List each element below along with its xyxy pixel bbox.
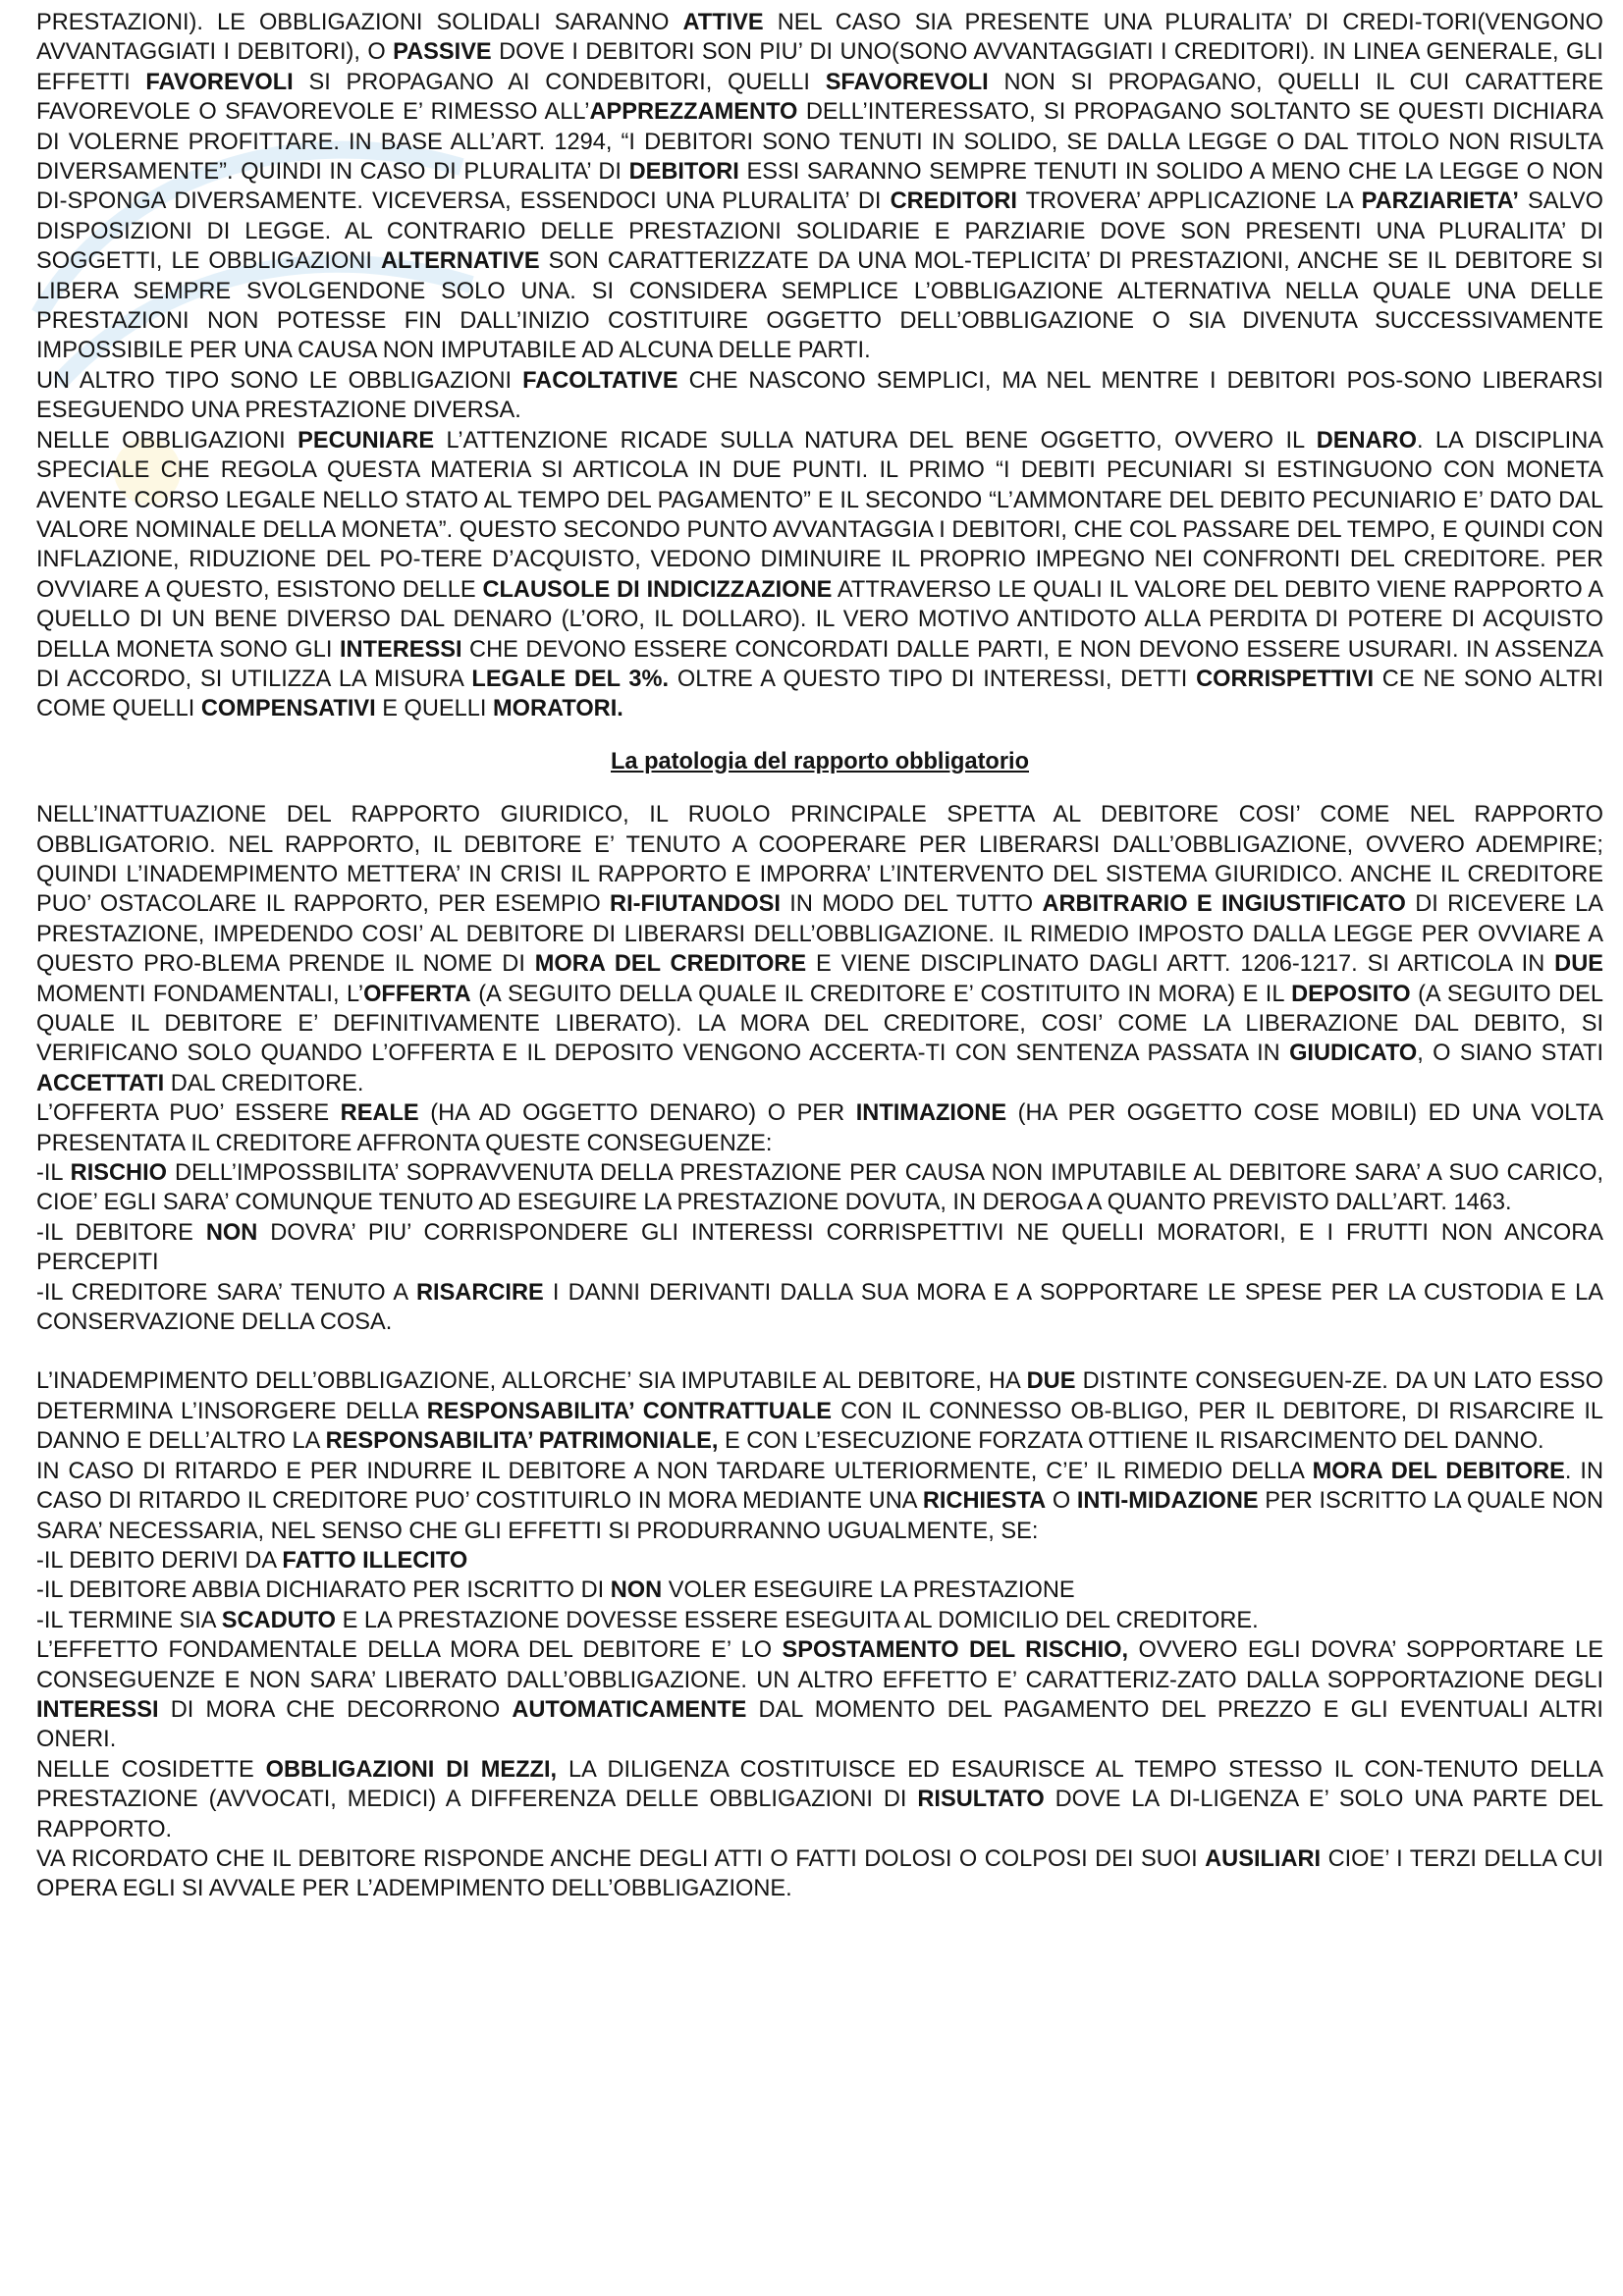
paragraph [36,1278,1603,1338]
bold-term: FACOLTATIVE [522,367,678,394]
text-run: CHE DEVONO ESSERE CONCORDATI DALLE PARTI, E NON DEVONO ESSERE USURARI. IN ASSENZA DI ACCORDO, SI UTILIZZA LA MISURA [36,636,1603,692]
paragraph [36,1755,1603,1844]
text-run: TROVERA’ APPLICAZIONE LA [1016,188,1362,215]
paragraph [36,1635,1603,1755]
paragraph [36,1366,1603,1456]
text-run: , O SIANO STATI [1417,1041,1603,1067]
text-run: SI PROPAGANO AI CONDEBITORI, QUELLI [293,69,826,95]
bold-term: GIUDICATO [1289,1041,1418,1067]
bold-term: SFAVOREVOLI [825,69,989,95]
bold-term: NON [205,1219,258,1246]
text-run: DI RICEVERE LA PRESTAZIONE, IMPEDENDO COSI’ AL DEBITORE DI LIBERARSI DELL’OBBLIGAZIONE. IL RIMEDIO IMPOSTO DALLA LEGGE PER OVVIARE A QUESTO PRO-BLEMA PRENDE IL NOME DI [36,891,1603,978]
bold-term: OBBLIGAZIONI DI MEZZI, [265,1756,558,1783]
text-run: E VIENE DISCIPLINATO DAGLI ARTT. 1206-1217. SI ARTICOLA IN [806,951,1555,978]
bold-term: ACCETTATI [36,1070,165,1096]
text-run: SON CARATTERIZZATE DA UNA MOL-TEPLICITA’ DI PRESTAZIONI, ANCHE SE IL DEBITORE SI LIBERA SEMPRE SVOLGENDONE SOLO UNA. SI CONSIDERA SEMPLICE L’OBBLIGAZIONE ALTERNATIVA NELLA QUALE UNA DELLE PRESTAZIONI NON POTESSE FIN DALL’INIZIO COSTITUIRE OGGETTO DELL’OBBLIGAZIONE O SIA DIVENUTA SUCCESSIVAMENTE IMPOSSIBILE PER UNA CAUSA NON IMPUTABILE AD ALCUNA DELLE PARTI. [36,248,1603,364]
bold-term: DUE [1026,1368,1076,1395]
paragraph [36,800,1603,1098]
bold-term: ALTERNATIVE [380,248,540,275]
text-run: PRESTAZIONI). LE OBBLIGAZIONI SOLIDALI SARANNO [36,10,683,35]
text-run: -IL DEBITO DERIVI DA [36,1547,283,1574]
bold-term: DEBITORI [628,159,739,186]
bold-term: INTERESSI [36,1696,159,1723]
text-run: -IL [36,1160,71,1187]
text-run: L’ATTENZIONE RICADE SULLA NATURA DEL BENE OGGETTO, OVVERO IL [434,427,1317,454]
text-run: NELL’INATTUAZIONE DEL RAPPORTO GIURIDICO, IL RUOLO PRINCIPALE SPETTA AL DEBITORE COSI’ COME NEL RAPPORTO OBBLIGATORIO. NEL RAPPORTO, IL DEBITORE E’ TENUTO A COOPERARE PER LIBERARSI DALL’OBBLIGAZIONE, OVVERO ADEMPIRE; QUINDI L’INADEMPIMENTO METTERA’ IN CRISI IL RAPPORTO E IMPORRA’ L’INTERVENTO DEL SISTEMA GIURIDICO. ANCHE IL CREDITORE PUO’ OSTACOLARE IL RAPPORTO, PER ESEMPIO [36,802,1603,918]
text-run: MOMENTI FONDAMENTALI, L’ [36,981,364,1007]
text-run: E LA PRESTAZIONE DOVESSE ESSERE ESEGUITA AL DOMICILIO DEL CREDITORE. [336,1607,1259,1633]
bold-term: DENARO [1316,427,1417,454]
bold-term: DEPOSITO [1291,981,1411,1007]
bold-term: REALE [340,1100,419,1127]
text-run: ATTRAVERSO LE QUALI IL VALORE DEL DEBITO VIENE RAPPORTO A QUELLO DI UN BENE DIVERSO DAL DENARO (L’ORO, IL DOLLARO). IL VERO MOTIVO ANTIDOTO ALLA PERDITA DI POTERE DI ACQUISTO DELLA MONETA SONO GLI [36,576,1603,663]
bold-term: PASSIVE [393,39,492,66]
bold-term: CREDITORI [890,188,1017,215]
bold-term: PARZIARIETA’ [1361,188,1519,215]
paragraph [36,366,1603,426]
document-page [36,8,1603,1904]
text-run: DAL CREDITORE. [164,1070,364,1096]
bold-term: RESPONSABILITA’ PATRIMONIALE, [325,1428,719,1455]
text-run: DI MORA CHE DECORRONO [158,1696,513,1723]
text-run: E QUELLI [375,696,494,722]
section-patologia [36,800,1603,1337]
bold-term: RISARCIRE [415,1279,544,1306]
bold-term: INTI-MIDAZIONE [1076,1488,1259,1515]
text-run: DOVE LA DI-LIGENZA E’ SOLO UNA PARTE DEL RAPPORTO. [36,1787,1603,1842]
paragraph [36,1218,1603,1278]
bold-term: INTERESSI [339,636,462,663]
text-run: LA DILIGENZA COSTITUISCE ED ESAURISCE AL TEMPO STESSO IL CON-TENUTO DELLA PRESTAZIONE (AVVOCATI, MEDICI) A DIFFERENZA DELLE OBBLIGAZIONI DI [36,1756,1604,1813]
text-run: L’OFFERTA PUO’ ESSERE [36,1100,341,1127]
bold-term: AUTOMATICAMENTE [512,1696,747,1723]
paragraph [36,1844,1603,1904]
text-run: IN MODO DEL TUTTO [780,891,1043,918]
paragraph-gap [36,1337,1603,1366]
text-run: UN ALTRO TIPO SONO LE OBBLIGAZIONI [36,367,523,394]
text-run: OVVERO EGLI DOVRA’ SOPPORTARE LE CONSEGUENZE E NON SARA’ LIBERATO DALL’OBBLIGAZIONE. UN ALTRO EFFETTO E’ CARATTERIZ-ZATO DALLA SOPPORTAZIONE DEGLI [36,1637,1603,1693]
text-run: DAL MOMENTO DEL PAGAMENTO DEL PREZZO E GLI EVENTUALI ALTRI ONERI. [36,1696,1603,1753]
bold-term: RI-FIUTANDOSI [610,891,781,918]
bold-term: NON [610,1577,663,1604]
text-run: CON IL CONNESSO OB-BLIGO, PER IL DEBITORE, DI RISARCIRE IL DANNO E DELL’ALTRO LA [36,1398,1603,1455]
text-run: NON SI PROPAGANO, QUELLI IL CUI CARATTERE FAVOREVOLE O SFAVOREVOLE E’ RIMESSO ALL’ [36,69,1603,126]
bold-term: SCADUTO [221,1607,337,1633]
section-heading: La patologia del rapporto obbligatorio [611,748,1029,774]
text-run: ESSI SARANNO SEMPRE TENUTI IN SOLIDO A MENO CHE LA LEGGE O NON DI-SPONGA DIVERSAMENTE. VICEVERSA, ESSENDOCI UNA PLURALITA’ DI [36,159,1604,215]
text-run: DELL’IMPOSSBILITA’ SOPRAVVENUTA DELLA PRESTAZIONE PER CAUSA NON IMPUTABILE AL DEBITORE SARA’ A SUO CARICO, CIOE’ EGLI SARA’ COMUNQUE TENUTO AD ESEGUIRE LA PRESTAZIONE DOVUTA, IN DEROGA A QUANTO PREVISTO DALL’ART. 1463. [36,1160,1603,1216]
bold-term: ATTIVE [682,10,764,35]
paragraph [36,8,1603,366]
bold-term: MORA DEL DEBITORE [1312,1458,1565,1484]
text-run: (A SEGUITO DEL QUALE IL DEBITORE E’ DEFINITIVAMENTE LIBERATO). LA MORA DEL CREDITORE, COSI’ COME LA LIBERAZIONE DAL DEBITO, SI VERIFICANO SOLO QUANDO L’OFFERTA E IL DEPOSITO VENGONO ACCERTA-TI CON SENTENZA PASSATA IN [36,981,1603,1067]
paragraph [36,1158,1603,1218]
text-run: CE NE SONO ALTRI COME QUELLI [36,666,1603,722]
text-run: I DANNI DERIVANTI DALLA SUA MORA E A SOPPORTARE LE SPESE PER LA CUSTODIA E LA CONSERVAZIONE DELLA COSA. [36,1279,1603,1336]
text-run: PER ISCRITTO LA QUALE NON SARA’ NECESSARIA, NEL SENSO CHE GLI EFFETTI SI PRODURRANNO UGUALMENTE, SE: [36,1488,1604,1544]
text-run: (A SEGUITO DELLA QUALE IL CREDITORE E’ COSTITUITO IN MORA) E IL [470,981,1292,1007]
bold-term: RISULTATO [917,1787,1045,1813]
text-run: DISTINTE CONSEGUEN-ZE. DA UN LATO ESSO DETERMINA L’INSORGERE DELLA [36,1368,1603,1424]
bold-term: INTIMAZIONE [855,1100,1007,1127]
paragraph [36,1546,1603,1575]
text-run: (HA AD OGGETTO DENARO) O PER [418,1100,856,1127]
bold-term: MORATORI. [493,696,623,722]
paragraph [36,1098,1603,1158]
bold-term: OFFERTA [363,981,471,1007]
bold-term: FATTO ILLECITO [282,1547,468,1574]
text-run: . LA DISCIPLINA SPECIALE CHE REGOLA QUESTA MATERIA SI ARTICOLA IN DUE PUNTI. IL PRIMO “I DEBITI PECUNIARI SI ESTINGUONO CON MONETA AVENTE CORSO LEGALE NELLO STATO AL TEMPO DEL PAGAMENTO” E IL SECONDO “L’AMMONTARE DEL DEBITO PECUNIARIO E’ DATO DAL VALORE NOMINALE DELLA MONETA”. QUESTO SECONDO PUNTO AVVANTAGGIA I DEBITORI, CHE COL PASSARE DEL TEMPO, E QUINDI CON INFLAZIONE, RIDUZIONE DEL PO-TERE D’ACQUISTO, VEDONO DIMINUIRE IL PROPRIO IMPEGNO NEI CONFRONTI DEL CREDITORE. PER OVVIARE A QUESTO, ESISTONO DELLE [36,427,1604,603]
text-run: IN CASO DI RITARDO E PER INDURRE IL DEBITORE A NON TARDARE ULTERIORMENTE, C’E’ IL RIMEDIO DELLA [36,1458,1313,1484]
text-run: NELLE COSIDETTE [36,1756,266,1783]
text-run: L’EFFETTO FONDAMENTALE DELLA MORA DEL DEBITORE E’ LO [36,1637,783,1664]
text-run: -IL DEBITORE ABBIA DICHIARATO PER ISCRITTO DI [36,1577,611,1604]
bold-term: APPREZZAMENTO [589,99,798,126]
paragraph [36,1575,1603,1605]
bold-term: ARBITRARIO E INGIUSTIFICATO [1042,891,1406,918]
bold-term: PECUNIARE [298,427,435,454]
bold-term: FAVOREVOLI [145,69,294,95]
paragraph [36,426,1603,724]
text-run: E CON L’ESECUZIONE FORZATA OTTIENE IL RISARCIMENTO DEL DANNO. [718,1428,1544,1455]
bold-term: AUSILIARI [1205,1845,1322,1872]
text-run: DOVE I DEBITORI SON PIU’ DI UNO(SONO AVVANTAGGIATI I CREDITORI). IN LINEA GENERALE, GLI EFFETTI [36,39,1603,95]
text-run: -IL TERMINE SIA [36,1607,222,1633]
text-run: NEL CASO SIA PRESENTE UNA PLURALITA’ DI CREDI-TORI(VENGONO AVVANTAGGIATI I DEBITORI), O [36,10,1603,66]
paragraph [36,1606,1603,1635]
text-run: DOVRA’ PIU’ CORRISPONDERE GLI INTERESSI CORRISPETTIVI NE QUELLI MORATORI, E I FRUTTI NON ANCORA PERCEPITI [36,1219,1603,1276]
text-run: -IL DEBITORE [36,1219,206,1246]
text-run: DELL’INTERESSATO, SI PROPAGANO SOLTANTO SE QUESTI DICHIARA DI VOLERNE PROFITTARE. IN BASE ALL’ART. 1294, “I DEBITORI SONO TENUTI IN SOLIDO, SE DALLA LEGGE O DAL TITOLO NON RISULTA DIVERSAMENTE”. QUINDI IN CASO DI PLURALITA’ DI [36,99,1603,186]
paragraph [36,1457,1603,1546]
text-run: . IN CASO DI RITARDO IL CREDITORE PUO’ COSTITUIRLO IN MORA MEDIANTE UNA [36,1458,1603,1515]
text-run: O [1046,1488,1077,1515]
bold-term: DUE [1554,951,1603,978]
text-run: CIOE’ I TERZI DELLA CUI OPERA EGLI SI AVVALE PER L’ADEMPIMENTO DELL’OBBLIGAZIONE. [36,1845,1603,1902]
bold-term: CORRISPETTIVI [1196,666,1375,692]
bold-term: LEGALE DEL 3%. [471,666,670,692]
text-run: (HA PER OGGETTO COSE MOBILI) ED UNA VOLTA PRESENTATA IL CREDITORE AFFRONTA QUESTE CONSEGUENZE: [36,1100,1603,1156]
bold-term: RISCHIO [70,1160,167,1187]
bold-term: RESPONSABILITA’ CONTRATTUALE [426,1398,832,1424]
text-run: -IL CREDITORE SARA’ TENUTO A [36,1279,416,1306]
text-run: CHE NASCONO SEMPLICI, MA NEL MENTRE I DEBITORI POS-SONO LIBERARSI ESEGUENDO UNA PRESTAZIONE DIVERSA. [36,367,1603,424]
bold-term: RICHIESTA [922,1488,1047,1515]
text-run: NELLE OBBLIGAZIONI [36,427,298,454]
bold-term: MORA DEL CREDITORE [534,951,807,978]
text-run: VOLER ESEGUIRE LA PRESTAZIONE [662,1577,1075,1604]
section-inadempimento [36,1366,1603,1903]
bold-term: CLAUSOLE DI INDICIZZAZIONE [482,576,833,603]
text-run: OLTRE A QUESTO TIPO DI INTERESSI, DETTI [669,666,1197,692]
text-run: VA RICORDATO CHE IL DEBITORE RISPONDE ANCHE DEGLI ATTI O FATTI DOLOSI O COLPOSI DEI SUOI [36,1845,1206,1872]
text-run: SALVO DISPOSIZIONI DI LEGGE. AL CONTRARIO DELLE PRESTAZIONI SOLIDARIE E PARZIARIE DOVE SON PRESENTI UNA PLURALITA’ DI SOGGETTI, LE OBBLIGAZIONI [36,188,1603,275]
section-obbligazioni [36,8,1603,724]
bold-term: SPOSTAMENTO DEL RISCHIO, [782,1637,1129,1664]
bold-term: COMPENSATIVI [200,696,376,722]
text-run: L’INADEMPIMENTO DELL’OBBLIGAZIONE, ALLORCHE’ SIA IMPUTABILE AL DEBITORE, HA [36,1368,1027,1395]
